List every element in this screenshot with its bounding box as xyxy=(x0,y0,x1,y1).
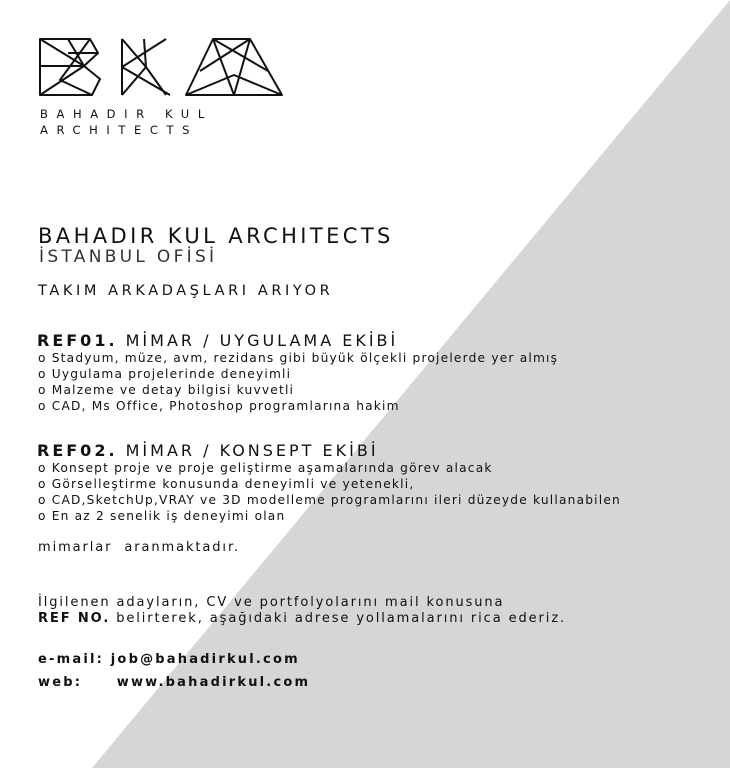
ref02-title: MİMAR / KONSEPT EKİBİ xyxy=(125,441,379,460)
logo-line-2: ARCHITECTS xyxy=(40,123,198,137)
web-row xyxy=(38,675,310,690)
list-item: o Konsept proje ve proje geliştirme aşamalarında görev alacak xyxy=(38,461,493,475)
list-item: o CAD,SketchUp,VRAY ve 3D modelleme programlarını ileri düzeyde kullanabilen xyxy=(38,493,621,507)
office-name: İSTANBUL OFİSİ xyxy=(39,247,218,267)
list-item: o Malzeme ve detay bilgisi kuvvetli xyxy=(38,383,295,397)
list-item: o Stadyum, müze, avm, rezidans gibi büyük ölçekli projelerde yer almış xyxy=(38,351,559,365)
ref01-requirements xyxy=(38,350,558,414)
page-subtitle: TAKIM ARKADAŞLARI ARIYOR xyxy=(38,283,334,299)
ref01-title: MİMAR / UYGULAMA EKİBİ xyxy=(125,331,399,350)
ref02-requirements xyxy=(38,460,621,524)
email-row xyxy=(38,652,300,667)
ref01-heading xyxy=(37,331,398,350)
list-item: o Görselleştirme konusunda deneyimli ve yetenekli, xyxy=(38,477,415,491)
email-link[interactable]: job@bahadirkul.com xyxy=(110,652,300,667)
ref-no-label: REF NO. xyxy=(38,611,111,626)
web-label: web: xyxy=(38,675,83,690)
closing-text: mimarlar aranmaktadır. xyxy=(38,540,241,555)
web-link[interactable]: www.bahadirkul.com xyxy=(116,675,311,690)
page-title: BAHADIR KUL ARCHITECTS xyxy=(38,224,394,248)
logo-line-1: BAHADIR KUL xyxy=(40,107,213,121)
bka-logo-mark xyxy=(38,37,286,99)
list-item: o En az 2 senelik iş deneyimi olan xyxy=(38,509,286,523)
instructions-line-2-text: belirterek, aşağıdaki adrese yollamalarını rica ederiz. xyxy=(110,611,567,626)
email-label: e-mail: xyxy=(38,652,105,667)
instructions-line-1: İlgilenen adayların, CV ve portfolyolarını mail konusuna xyxy=(38,595,505,610)
instructions-line-2 xyxy=(38,611,566,626)
ref01-code: REF01. xyxy=(37,331,118,350)
ref02-code: REF02. xyxy=(37,441,118,460)
list-item: o Uygulama projelerinde deneyimli xyxy=(38,367,292,381)
ref02-heading xyxy=(37,441,379,460)
list-item: o CAD, Ms Office, Photoshop programlarına hakim xyxy=(38,399,400,413)
